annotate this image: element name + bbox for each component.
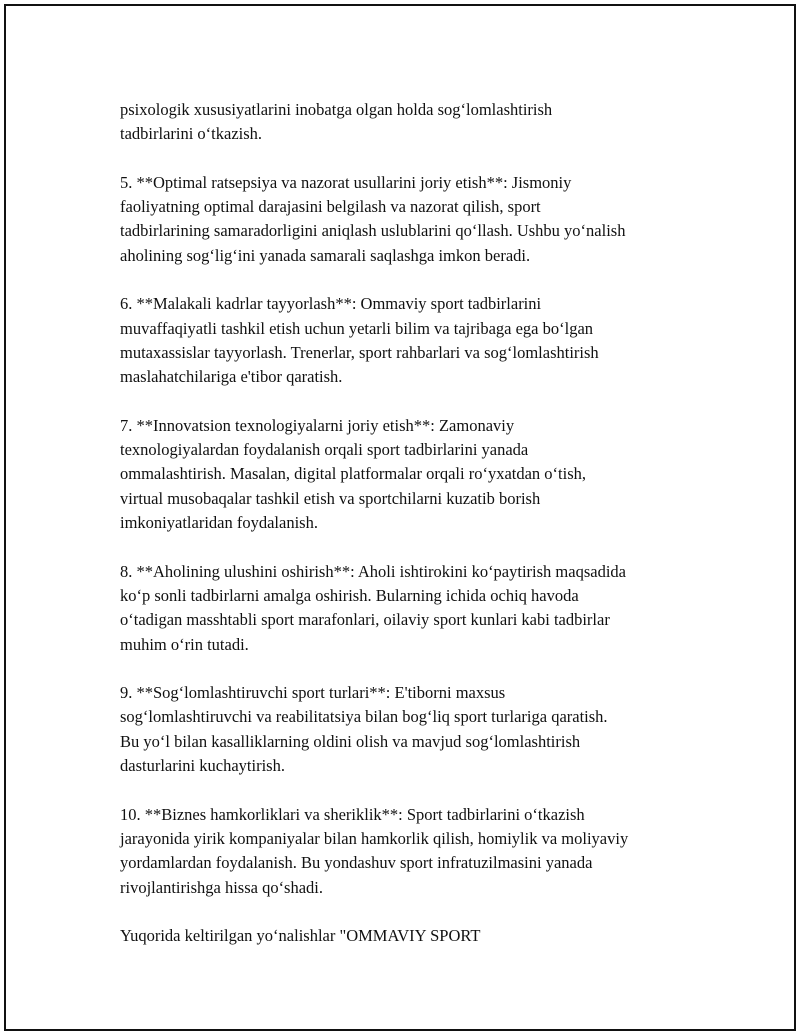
paragraph-item-8: 8. **Aholining ulushini oshirish**: Aholi ishtirokini ko‘paytirish maqsadida ko‘p sonli tadbirlarni amalga oshirish. Bularning ichida ochiq havoda o‘tadigan masshtabli sport marafonlari, oilaviy sport kunlari kabi tadbirlar muhim o‘rin tutadi. [120, 561, 626, 654]
paragraph-conclusion: Yuqorida keltirilgan yo‘nalishlar "OMMAVIY SPORT [120, 926, 481, 946]
paragraph-intro-continuation: psixologik xususiyatlarini inobatga olgan holda sog‘lomlashtirish tadbirlarini o‘tkazish. [120, 100, 553, 144]
paragraph-item-7: 7. **Innovatsion texnologiyalarni joriy etish**: Zamonaviy texnologiyalardan foydalanish orqali sport tadbirlarini yanada ommalashtirish. Masalan, digital platformalar orqali ro‘yxatdan o‘tish, virtual musobaqalar tashkil etish va sportchilarni kuzatib borish imkoniyatlaridan foydalanish. [120, 415, 587, 533]
document-body [120, 98, 700, 948]
paragraph-item-5: 5. **Optimal ratsepsiya va nazorat usullarini joriy etish**: Jismoniy faoliyatning optimal darajasini belgilash va nazorat qilish, sport tadbirlarining samaradorligini aniqlash uslublarini qo‘llash. Ushbu yo‘nalish aholining sog‘lig‘ini yanada samarali saqlashga imkon beradi. [120, 172, 626, 265]
page-frame [4, 4, 796, 1031]
paragraph-item-10: 10. **Biznes hamkorliklari va sheriklik**: Sport tadbirlarini o‘tkazish jarayonida yirik kompaniyalar bilan hamkorlik qilish, homiylik va moliyaviy yordamlardan foydalanish. Bu yondashuv sport infratuzilmasini yanada rivojlantirishga hissa qo‘shadi. [120, 804, 629, 897]
paragraph-item-6: 6. **Malakali kadrlar tayyorlash**: Ommaviy sport tadbirlarini muvaffaqiyatli tashkil etish uchun yetarli bilim va tajribaga ega bo‘lgan mutaxassislar tayyorlash. Trenerlar, sport rahbarlari va sog‘lomlashtirish maslahatchilariga e'tibor qaratish. [120, 294, 599, 387]
paragraph-item-9: 9. **Sog‘lomlashtiruvchi sport turlari**: E'tiborni maxsus sog‘lomlashtiruvchi va reabilitatsiya bilan bog‘liq sport turlariga qaratish. Bu yo‘l bilan kasalliklarning oldini olish va mavjud sog‘lomlashtirish dasturlarini kuchaytirish. [120, 683, 608, 776]
